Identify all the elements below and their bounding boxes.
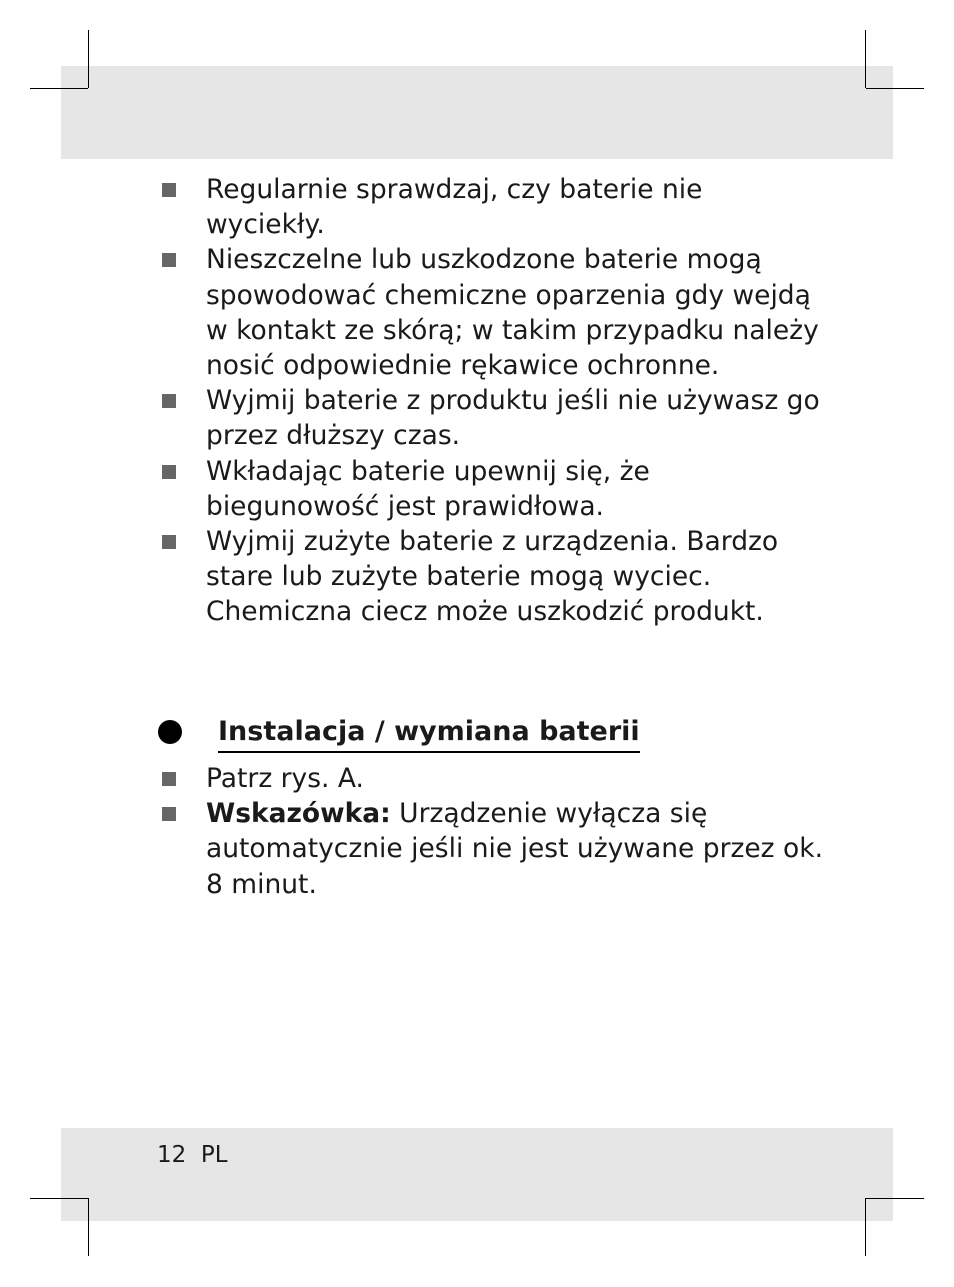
section-title: Instalacja / wymiana baterii	[218, 714, 640, 753]
square-bullet-icon	[162, 253, 176, 267]
list-item: Nieszczelne lub uszkodzone baterie mogą spowodować chemiczne oparzenia gdy wejdą w kontakt ze skórą; w takim przypadku należy nosić odpowiednie rękawice ochronne.	[0, 242, 826, 383]
square-bullet-icon	[162, 535, 176, 549]
crop-mark	[88, 1198, 89, 1256]
list-item: Wkładając baterie upewnij się, że biegunowość jest prawidłowa.	[0, 454, 826, 524]
page-footer	[157, 1140, 228, 1170]
crop-mark	[866, 1198, 924, 1199]
square-bullet-icon	[162, 772, 176, 786]
crop-mark	[88, 30, 89, 88]
filled-circle-icon	[158, 720, 182, 744]
square-bullet-icon	[162, 807, 176, 821]
square-bullet-icon	[162, 465, 176, 479]
list-item: Regularnie sprawdzaj, czy baterie nie wyciekły.	[0, 172, 826, 242]
crop-mark	[30, 88, 88, 89]
list-item: Wyjmij baterie z produktu jeśli nie używasz go przez dłuższy czas.	[0, 383, 826, 453]
hint-label: Wskazówka:	[206, 798, 391, 830]
list-item: Wyjmij zużyte baterie z urządzenia. Bardzo stare lub zużyte baterie mogą wyciec. Chemiczna ciecz może uszkodzić produkt.	[0, 524, 826, 630]
header-band	[61, 66, 893, 159]
square-bullet-icon	[162, 394, 176, 408]
safety-list	[0, 172, 954, 630]
crop-mark	[30, 1198, 88, 1199]
crop-mark	[865, 1198, 866, 1256]
language-code: PL	[200, 1142, 228, 1168]
crop-mark	[865, 30, 866, 88]
crop-mark	[866, 88, 924, 89]
section-heading	[0, 714, 954, 754]
list-item: Wskazówka: Urządzenie wyłącza się automatycznie jeśli nie jest używane przez ok. 8 minut.	[0, 796, 826, 902]
page-number: 12	[157, 1142, 187, 1168]
square-bullet-icon	[162, 183, 176, 197]
list-item: Patrz rys. A.	[0, 761, 826, 796]
installation-list	[0, 761, 954, 902]
